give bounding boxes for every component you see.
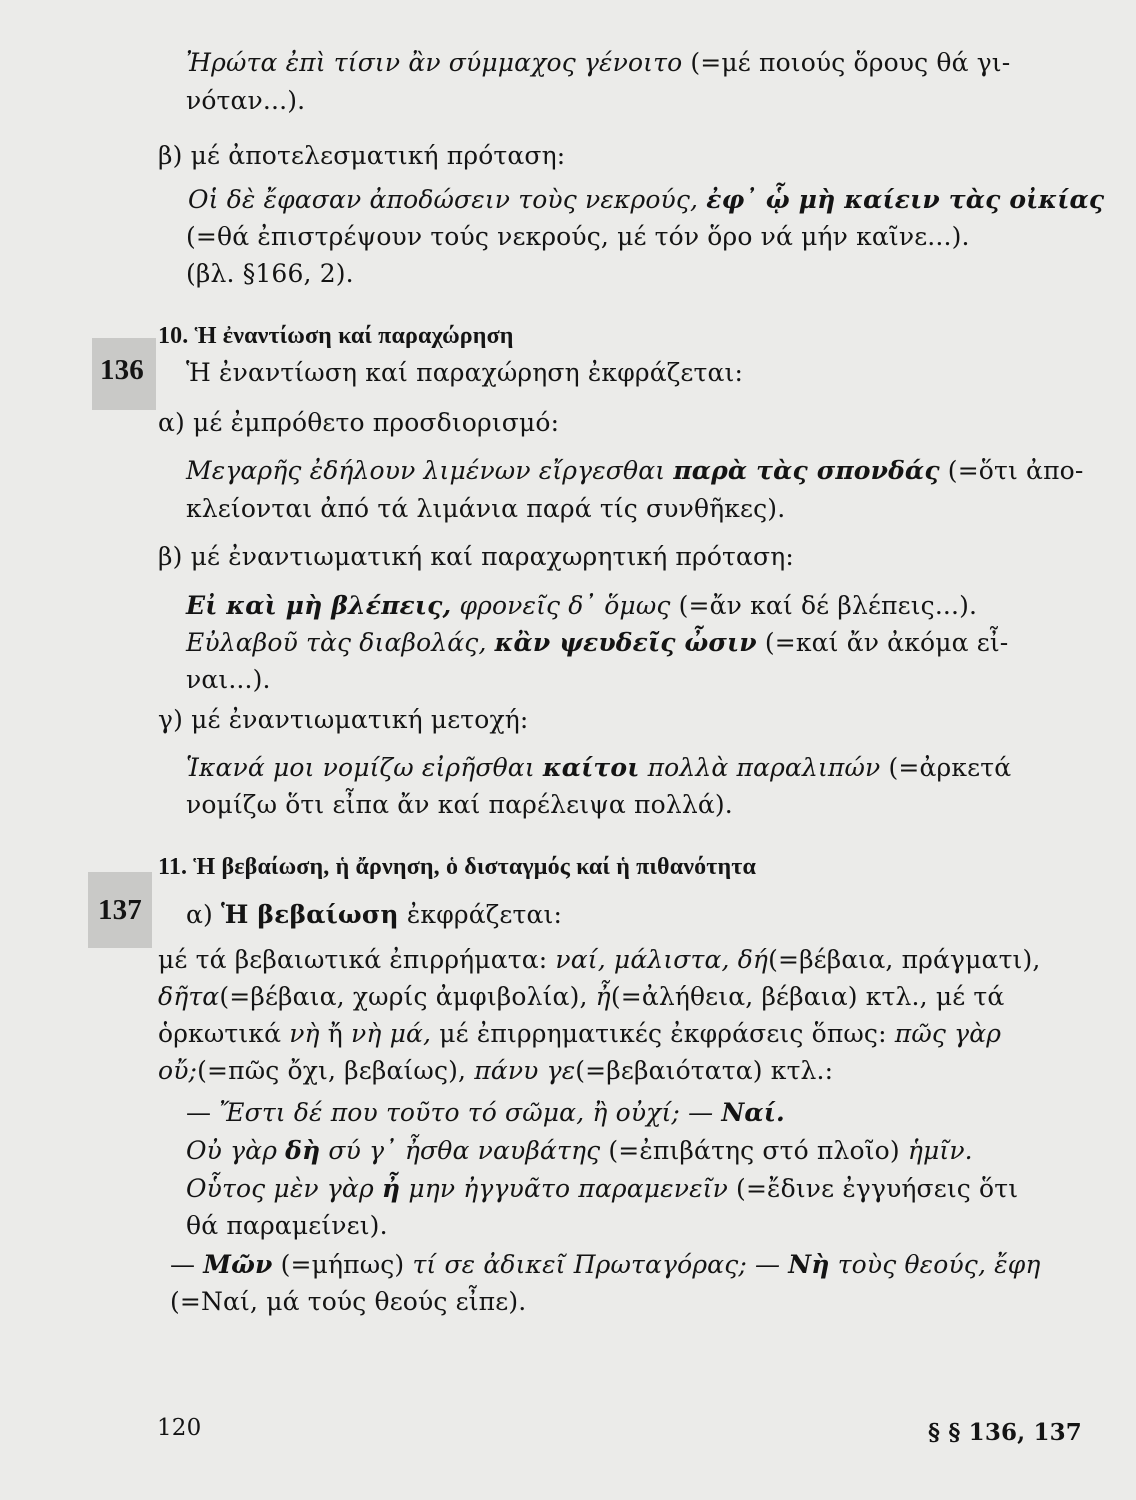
- text-line: [186, 1211, 388, 1241]
- text-run: φρονεῖς δ᾽ ὅμως: [451, 591, 671, 620]
- section-heading: [158, 852, 756, 882]
- text-run: Ἠρώτα ἐπὶ τίσιν ἂν σύμμαχος γένοιτο: [186, 48, 683, 77]
- text-run: Οἱ δὲ ἔφασαν ἀποδώσειν τοὺς νεκρούς,: [188, 185, 707, 214]
- text-run: Ἱκανά μοι νομίζω εἰρῆσθαι: [186, 753, 543, 782]
- text-run: δῆτα: [158, 982, 220, 1011]
- text-line: [158, 1056, 833, 1086]
- text-line: [158, 945, 1041, 975]
- text-run: (=ἄν καί δέ βλέπεις...).: [670, 591, 978, 620]
- text-run: νόταν...).: [186, 86, 306, 115]
- text-line: [186, 86, 305, 116]
- text-run: (=θά ἐπιστρέψουν τούς νεκρούς, μέ τόν ὅρο νά μήν καῖνε...).: [186, 222, 970, 251]
- text-run: ἡμῖν.: [907, 1136, 973, 1165]
- text-line: [186, 591, 977, 621]
- text-run: β) μέ ἐναντιωματική καί παραχωρητική πρόταση:: [158, 542, 794, 571]
- text-run: α): [186, 900, 222, 929]
- text-run: μέ τά βεβαιωτικά ἐπιρρήματα:: [158, 945, 556, 974]
- text-run: Εὐλαβοῦ τὰς διαβολάς,: [186, 628, 495, 657]
- text-line: [186, 1174, 1018, 1204]
- text-run: Οὗτος μὲν γὰρ: [186, 1174, 382, 1203]
- text-line: [158, 705, 529, 735]
- text-line: [158, 1019, 1001, 1049]
- text-line: [186, 358, 743, 388]
- section-number: 137: [98, 894, 142, 926]
- text-run: —: [186, 1098, 220, 1127]
- section-number: 136: [100, 354, 144, 386]
- text-line: [186, 900, 562, 930]
- text-run: ἦ: [381, 1174, 401, 1203]
- page-number: 120: [157, 1415, 202, 1441]
- text-run: (=ἔδινε ἐγγυήσεις ὅτι: [727, 1174, 1019, 1203]
- text-run: πάνυ γε: [474, 1056, 576, 1085]
- text-line: [158, 408, 559, 438]
- text-line: [186, 1136, 973, 1166]
- text-line: [186, 494, 785, 524]
- text-run: σύ γ᾽ ἦσθα ναυβάτης: [320, 1136, 601, 1165]
- text-run: Ἡ βεβαίωση: [221, 900, 399, 929]
- text-run: Νὴ: [788, 1250, 830, 1279]
- text-run: θά παραμείνει).: [186, 1211, 388, 1240]
- section-range: § § 136, 137: [928, 1419, 1082, 1446]
- text-run: (=ἀρκετά: [880, 753, 1012, 782]
- text-line: [186, 628, 1008, 658]
- text-run: τοὺς θεούς, ἔφη: [829, 1250, 1041, 1279]
- text-run: ἐκφράζεται:: [398, 900, 563, 929]
- text-run: (=ἀλήθεια, βέβαια) κτλ., μέ τά: [610, 982, 1005, 1011]
- text-run: τί σε ἀδικεῖ Πρωταγόρας; —: [412, 1250, 789, 1279]
- text-run: παρὰ τὰς σπονδάς: [673, 456, 940, 485]
- section-heading: [158, 321, 514, 351]
- text-run: β) μέ ἀποτελεσματική πρόταση:: [158, 141, 566, 170]
- text-run: (=βεβαιότατα) κτλ.:: [575, 1056, 834, 1085]
- text-line: [186, 753, 1011, 783]
- text-run: νομίζω ὅτι εἶπα ἄν καί παρέλειψα πολλά).: [186, 790, 733, 819]
- text-run: (=Ναί, μά τούς θεούς εἶπε).: [170, 1287, 527, 1316]
- text-line: [186, 259, 354, 289]
- text-run: (=πῶς ὄχι, βεβαίως),: [197, 1056, 475, 1085]
- text-run: (=ὅτι ἀπο-: [939, 456, 1084, 485]
- text-run: ναι...).: [186, 665, 271, 694]
- text-run: οὔ;: [158, 1056, 198, 1085]
- text-run: ὁρκωτικά: [158, 1019, 290, 1048]
- text-line: [158, 542, 794, 572]
- text-line: [186, 48, 1010, 78]
- text-run: δὴ: [285, 1136, 321, 1165]
- text-run: —: [170, 1250, 204, 1279]
- text-run: μέ ἐπιρρηματικές ἐκφράσεις ὅπως:: [431, 1019, 895, 1048]
- text-line: [186, 1098, 785, 1128]
- text-line: [186, 456, 1083, 486]
- text-run: κἂν ψευδεῖς ὦσιν: [494, 628, 757, 657]
- text-run: 10. Ἡ ἐναντίωση καί παραχώρηση: [158, 323, 514, 349]
- text-run: πῶς γὰρ: [894, 1019, 1002, 1048]
- text-run: καίτοι: [542, 753, 640, 782]
- text-run: (=βέβαια, πράγματι),: [768, 945, 1041, 974]
- text-run: ναί, μάλιστα, δή: [555, 945, 769, 974]
- text-line: [186, 665, 271, 695]
- text-line: [170, 1287, 526, 1317]
- text-run: (=μήπως): [272, 1250, 413, 1279]
- text-line: [158, 982, 1004, 1012]
- text-run: ἦ: [595, 982, 611, 1011]
- text-line: [186, 222, 970, 252]
- text-run: Μεγαρῆς ἐδήλουν λιμένων εἴργεσθαι: [186, 456, 674, 485]
- text-line: [186, 790, 733, 820]
- text-run: (=μέ ποιούς ὅρους θά γι-: [682, 48, 1011, 77]
- text-run: πολλὰ παραλιπών: [639, 753, 881, 782]
- text-run: (=ἐπιβάτης στό πλοῖο): [600, 1136, 908, 1165]
- text-run: γ) μέ ἐναντιωματική μετοχή:: [158, 705, 529, 734]
- text-run: νὴ μά,: [351, 1019, 432, 1048]
- text-run: κλείονται ἀπό τά λιμάνια παρά τίς συνθῆκες).: [186, 494, 786, 523]
- text-line: [170, 1250, 1041, 1280]
- text-run: ἤ: [319, 1019, 352, 1048]
- text-run: Ἔστι δέ που τοῦτο τό σῶμα, ἢ οὐχί; —: [219, 1098, 722, 1127]
- text-run: Οὐ γὰρ: [186, 1136, 286, 1165]
- text-run: (βλ. §166, 2).: [186, 259, 354, 288]
- text-run: Ἡ ἐναντίωση καί παραχώρηση ἐκφράζεται:: [186, 358, 744, 387]
- text-run: α) μέ ἐμπρόθετο προσδιορισμό:: [158, 408, 560, 437]
- text-run: νὴ: [289, 1019, 320, 1048]
- text-run: Ναί.: [721, 1098, 785, 1127]
- text-run: 11. Ἡ βεβαίωση, ἡ ἄρνηση, ὁ δισταγμός καί ἡ πιθανότητα: [158, 854, 757, 880]
- text-run: Εἰ καὶ μὴ βλέπεις,: [186, 591, 452, 620]
- text-run: μην ἠγγυᾶτο παραμενεῖν: [400, 1174, 728, 1203]
- text-run: ἐφ᾽ ᾧ μὴ καίειν τὰς οἰκίας: [706, 185, 1105, 214]
- text-run: Μῶν: [203, 1250, 273, 1279]
- text-line: [188, 185, 1104, 215]
- text-run: (=καί ἄν ἀκόμα εἶ-: [756, 628, 1009, 657]
- text-run: (=βέβαια, χωρίς ἀμφιβολία),: [219, 982, 596, 1011]
- text-line: [158, 141, 565, 171]
